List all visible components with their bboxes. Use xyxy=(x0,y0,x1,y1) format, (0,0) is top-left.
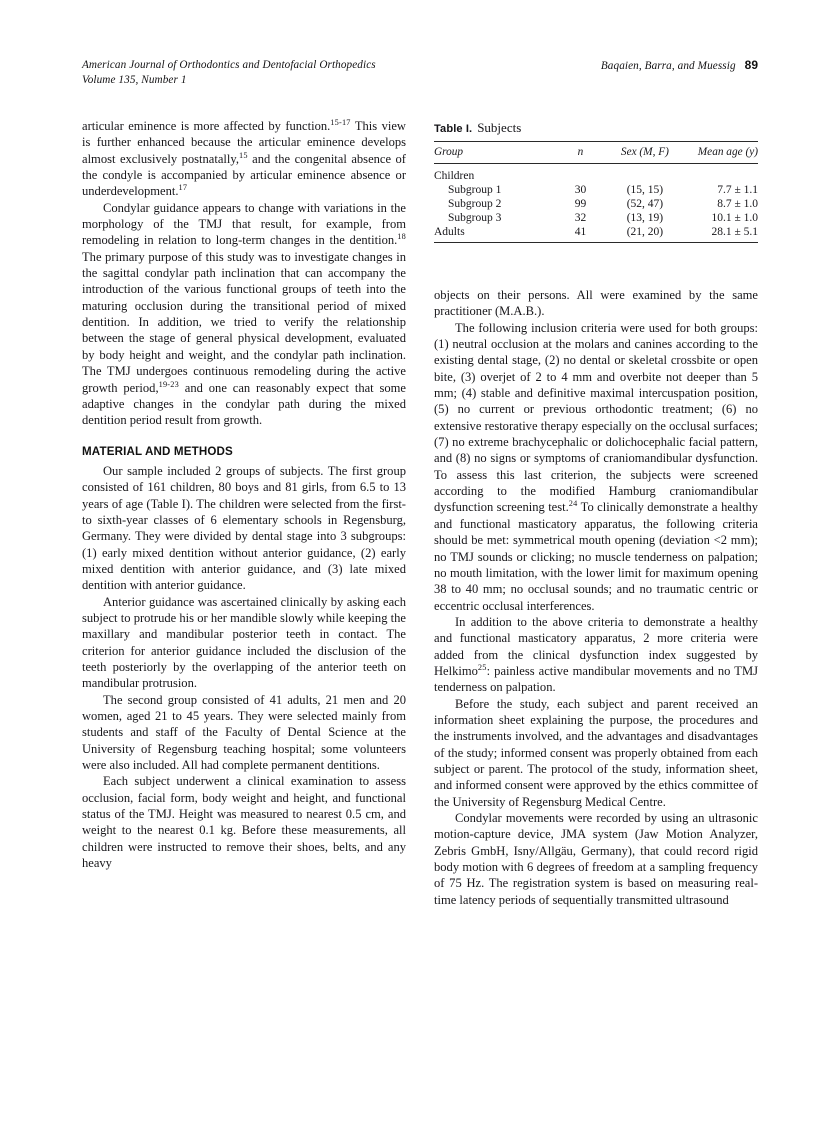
paragraph-sample-description: Our sample included 2 groups of subjects. The first group consisted of 161 children, 80 boys and 81 girls, from 6.5 to 13 years of age (Table I). The children were selected from the first- to sixth-year classes of 6 elementary schools in Regensburg, Germany. They were divided by dental stage into 3 subgroups: (1) early mixed dentition without anterior guidance, (2) early mixed dentition with anterior guidance, and (3) late mixed dentition with anterior guidance. xyxy=(82,463,406,593)
cell-sex xyxy=(606,164,683,184)
table-header-row xyxy=(434,142,758,164)
reference-superscript: 17 xyxy=(178,183,188,193)
cell-n: 30 xyxy=(574,184,587,196)
cell-n: 41 xyxy=(555,225,607,243)
paragraph-inclusion-criteria xyxy=(434,320,758,614)
paragraph-condylar-movements-recording: Condylar movements were recorded by using an ultrasonic motion-capture device, JMA system (Jaw Motion Analyzer, Zebris GmbH, Isny/Allgäu, Germany), that could record rigid body motion with 6 degrees of freedom at a sampling frequency of 75 Hz. The registration system is based on measuring real-time latency periods of sequentially transmitted ultrasound xyxy=(434,811,758,907)
cell-group: Adults xyxy=(434,225,555,243)
paragraph-anterior-guidance: Anterior guidance was ascertained clinically by asking each subject to protrude his or her mandible slowly while keeping the maxillary and mandibular posterior teeth in contact. The criterion for anterior guidance included the disclusion of the teeth posteriorly by the overlapping of the anterior teeth on mandibular protrusion. xyxy=(82,594,406,691)
table-row xyxy=(434,164,758,184)
cell-mean-age: 7.7 ± 1.1 xyxy=(717,184,758,196)
para1-text-c: and the congenital absence of the condyle is accompanied by articular eminence absence or underdevelopment. xyxy=(82,151,406,199)
paragraph-objects-persons: objects on their persons. All were examined by the same practitioner (M.A.B.). xyxy=(434,288,758,319)
cell-group: Children xyxy=(434,170,475,182)
cell-mean-age xyxy=(683,164,758,184)
cell-n: 99 xyxy=(574,198,587,210)
table-row xyxy=(434,197,758,211)
cell-sex: (13, 19) xyxy=(626,212,664,224)
left-column xyxy=(82,118,406,871)
rpara3-text-b: : painless active mandibular movements and no TMJ tenderness on palpation. xyxy=(434,663,758,695)
reference-superscript: 25 xyxy=(477,662,487,672)
paragraph-second-group: The second group consisted of 41 adults, 21 men and 20 women, aged 21 to 45 years. They were selected mainly from students and staff of the Faculty of Dental Science at the University of Regensburg teaching hospital; some volunteers were also included. All had complete permanent dentitions. xyxy=(82,692,406,773)
reference-superscript: 24 xyxy=(568,499,578,509)
table-row xyxy=(434,183,758,197)
page-number: 89 xyxy=(744,58,758,72)
para2-text-c: and one can reasonably expect that some adaptive changes in the condylar path during the mixed dentition period result from growth. xyxy=(82,380,406,428)
cell-sex: (15, 15) xyxy=(626,184,664,196)
rpara2-text-a: The following inclusion criteria were used for both groups: (1) neutral occlusion at the molars and canines according to the existing dental stage, (2) no dental or skeletal crossbite or open bite, (3) overjet of 2 to 4 mm and overbite not deeper than 5 mm; (4) stable and definitive maximal intercuspation position, (5) no current or previous orthodontic treatment; (6) no extensive restorative therapy especially on the occlusal surfaces; (7) no extreme brachycephalic or dolichocephalic facial pattern, and (8) no signs or symptoms of craniomandibular dysfunction. To assess this last criterion, the subjects were screened according to the modified Hamburg craniomandibular dysfunction screening test. xyxy=(434,320,758,515)
paragraph-helkimo-index xyxy=(434,614,758,696)
cell-group: Subgroup 1 xyxy=(448,184,502,196)
journal-name: American Journal of Orthodontics and Dentofacial Orthopedics xyxy=(82,59,376,71)
para2-text-a: Condylar guidance appears to change with variations in the morphology of the TMJ that result, for example, from remodeling in relation to long-term changes in the dentition. xyxy=(82,200,406,248)
cell-group: Subgroup 2 xyxy=(448,198,502,210)
paragraph-articular-eminence xyxy=(82,118,406,200)
para1-text-a: articular eminence is more affected by function. xyxy=(82,119,331,133)
cell-sex: (21, 20) xyxy=(606,225,683,243)
paragraph-informed-consent: Before the study, each subject and parent received an information sheet explaining the purpose, the procedures and the instruments involved, and the advantages and disadvantages of the study; informed consent was properly obtained from each subject or parent. The protocol of the study, information sheet, and informed consent were approved by the ethics committee of the University of Regensburg Medical Centre. xyxy=(434,696,758,809)
cell-n: 32 xyxy=(574,212,587,224)
right-column xyxy=(434,287,758,908)
table-label: Table I. xyxy=(434,123,473,135)
reference-superscript: 15 xyxy=(238,150,248,160)
cell-mean-age: 28.1 ± 5.1 xyxy=(683,225,758,243)
section-heading-material-and-methods: MATERIAL AND METHODS xyxy=(82,444,233,458)
paragraph-condylar-guidance xyxy=(82,200,406,429)
author-list: Baqaien, Barra, and Muessig xyxy=(600,60,736,72)
column-header-mean-age: Mean age (y) xyxy=(683,142,758,164)
table-row xyxy=(434,211,758,225)
rpara3-text-a: In addition to the above criteria to demonstrate a healthy and functional masticatory apparatus, 2 more criteria were added from the clinical dysfunction index suggested by Helkimo xyxy=(434,614,758,678)
cell-mean-age: 10.1 ± 1.0 xyxy=(711,212,758,224)
cell-mean-age: 8.7 ± 1.0 xyxy=(717,198,758,210)
journal-title-block xyxy=(82,58,376,87)
running-head xyxy=(82,58,758,87)
reference-superscript: 15-17 xyxy=(330,117,351,127)
table-caption xyxy=(434,120,758,136)
table-subjects-block xyxy=(434,120,758,243)
table-body xyxy=(434,164,758,243)
table-title: Subjects xyxy=(477,120,522,135)
reference-superscript: 18 xyxy=(397,232,406,242)
cell-group: Subgroup 3 xyxy=(448,212,502,224)
para1-text-b: This view is further enhanced because the articular eminence develops almost exclusively postnatally, xyxy=(82,119,406,166)
column-header-sex: Sex (M, F) xyxy=(606,142,683,164)
cell-sex: (52, 47) xyxy=(626,198,664,210)
column-header-n: n xyxy=(555,142,607,164)
rpara2-text-b: To clinically demonstrate a healthy and functional masticatory apparatus, the following criteria should be met: symmetrical mouth opening (deviation <2 mm); no TMJ sounds or clicking; no muscle tenderness on palpation; no mouth limitation, with the lower limit for maximum opening 38 to 40 mm; no occlusal sounds; and no traumatic centric or eccentric occlusal interferences. xyxy=(434,500,758,613)
paragraph-clinical-examination: Each subject underwent a clinical examination to assess occlusion, facial form, body weight and height, and functional status of the TMJ. Height was measured to nearest 0.5 cm, and weight to the nearest 0.1 kg. Before these measurements, all children were instructed to remove their shoes, belts, and any heavy xyxy=(82,774,406,871)
reference-superscript: 19-23 xyxy=(158,379,179,389)
table-row xyxy=(434,225,758,243)
running-head-right xyxy=(601,58,758,72)
cell-n xyxy=(555,164,607,184)
para2-text-b: The primary purpose of this study was to investigate changes in the sagittal condylar path inclination that can accompany the introduction of the various functional groups of teeth into the maturing occlusion during the transitional period of mixed dentition. In addition, we tried to verify the relationship between the stage of general physical development, evaluated by body height and weight, and the condylar path inclination. The TMJ undergoes continuous remodeling during the active growth period, xyxy=(82,249,406,395)
table-header xyxy=(434,142,758,164)
column-header-group: Group xyxy=(434,142,555,164)
subjects-table xyxy=(434,141,758,243)
journal-volume-issue: Volume 135, Number 1 xyxy=(82,73,187,86)
